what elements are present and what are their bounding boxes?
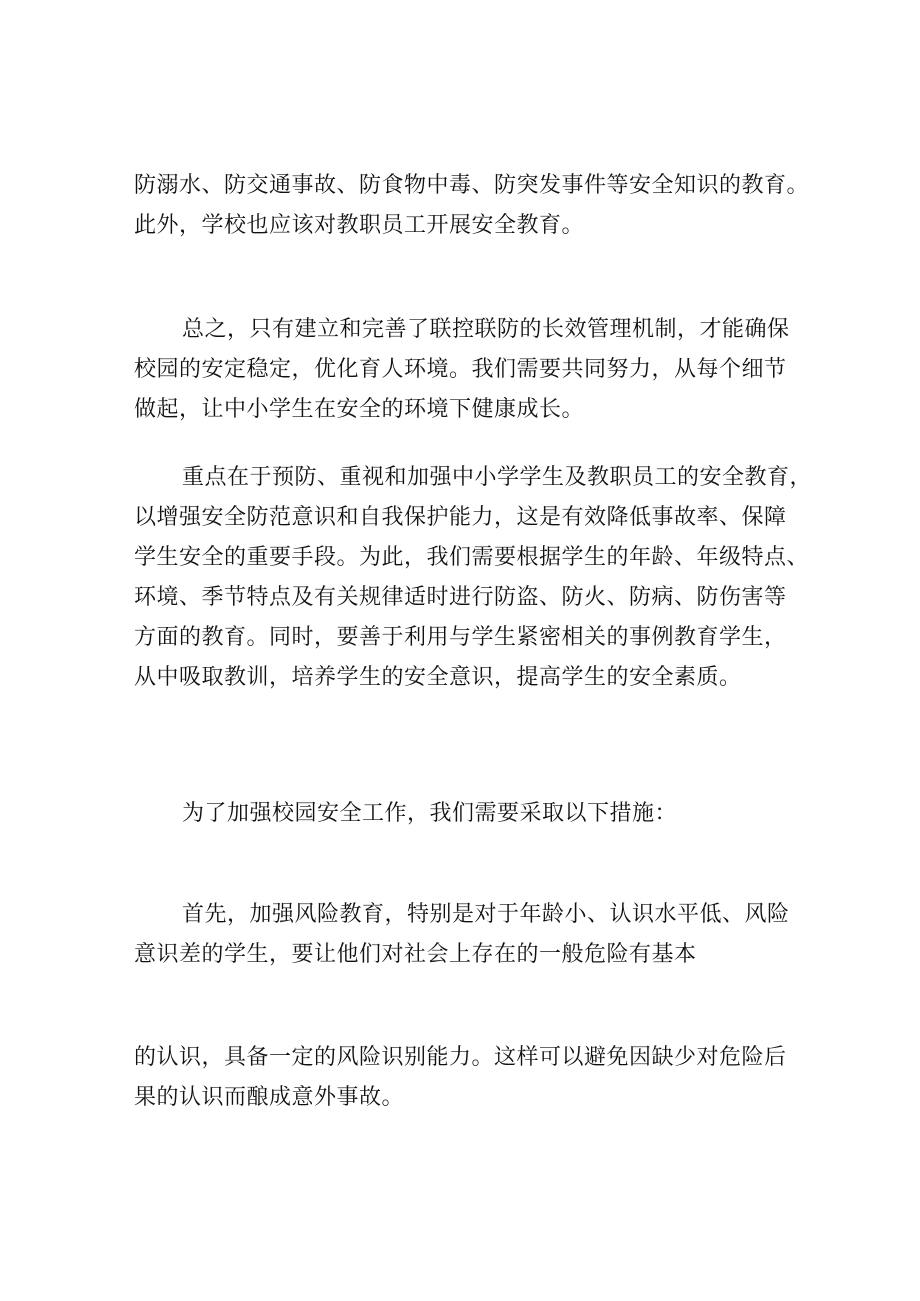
paragraph-4 (134, 794, 814, 834)
text-line: 方面的教育。同时，要善于利用与学生紧密相关的事例教育学生， (134, 625, 787, 650)
text-line: 意识差的学生，要让他们对社会上存在的一般危险有基本 (134, 942, 697, 967)
text-line: 做起，让中小学生在安全的环境下健康成长。 (134, 397, 585, 422)
text-line: 防溺水、防交通事故、防食物中毒、防突发事件等安全知识的教育。 (134, 173, 810, 198)
paragraph-1 (134, 166, 814, 246)
paragraph-5 (134, 895, 814, 975)
text-line: 此外，学校也应该对教职员工开展安全教育。 (134, 213, 585, 238)
text-line: 从中吸取教训，培养学生的安全意识，提高学生的安全素质。 (134, 665, 742, 690)
text-line: 的认识，具备一定的风险识别能力。这样可以避免因缺少对危险后 (134, 1045, 787, 1070)
text-line: 总之，只有建立和完善了联控联防的长效管理机制，才能确保 (182, 317, 790, 342)
paragraph-3 (134, 458, 814, 698)
text-line: 为了加强校园安全工作，我们需要采取以下措施： (182, 801, 678, 826)
text-line: 环境、季节特点及有关规律适时进行防盗、防火、防病、防伤害等 (134, 585, 787, 610)
paragraph-2 (134, 310, 814, 430)
text-line: 重点在于预防、重视和加强中小学学生及教职员工的安全教育， (182, 465, 813, 490)
paragraph-6 (134, 1038, 814, 1118)
text-line: 学生安全的重要手段。为此，我们需要根据学生的年龄、年级特点、 (134, 545, 810, 570)
text-line: 首先，加强风险教育，特别是对于年龄小、认识水平低、风险 (182, 902, 790, 927)
text-line: 以增强安全防范意识和自我保护能力，这是有效降低事故率、保障 (134, 505, 787, 530)
text-line: 果的认识而酿成意外事故。 (134, 1085, 405, 1110)
text-line: 校园的安定稳定，优化育人环境。我们需要共同努力，从每个细节 (134, 357, 787, 382)
